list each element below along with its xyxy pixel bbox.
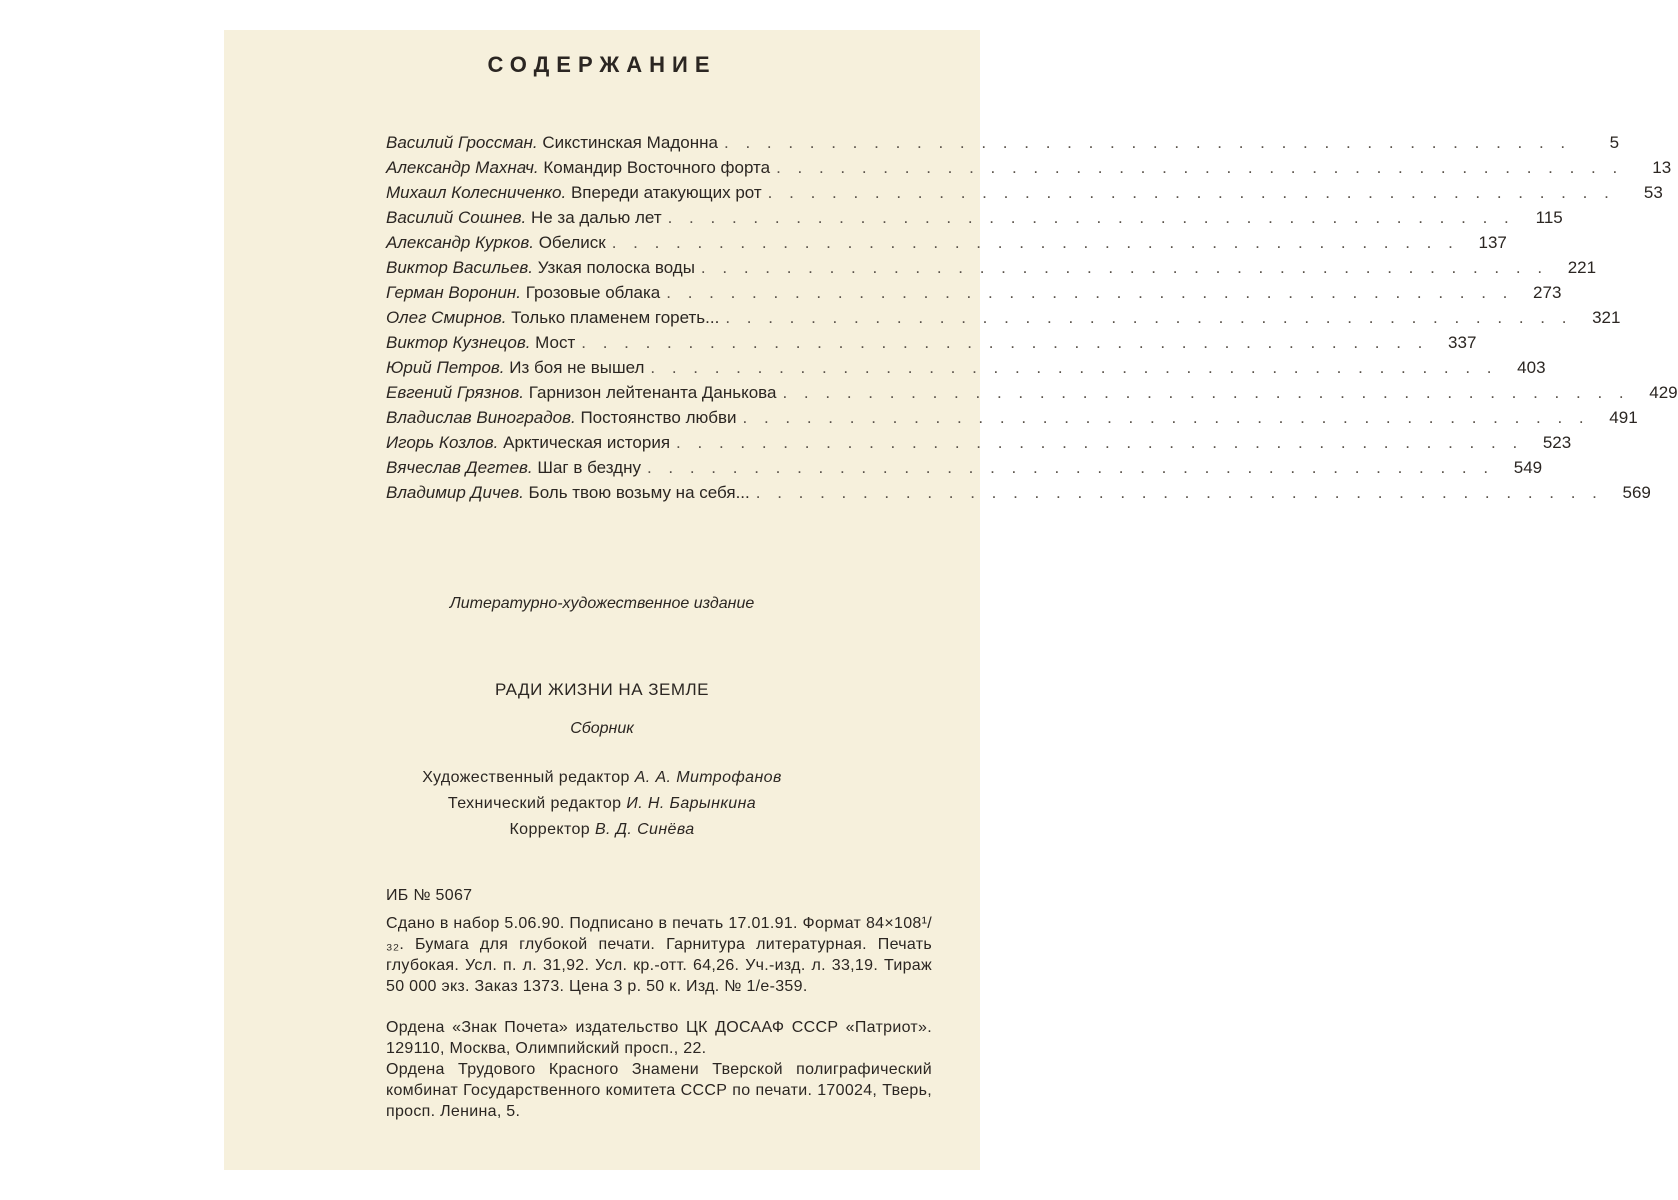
- toc-page-number: 221: [1567, 258, 1597, 277]
- toc-page-number: 569: [1622, 483, 1651, 502]
- toc-title: Арктическая история: [503, 433, 671, 452]
- toc-entry: Александр Курков. Обелиск . . . . . . . . . . . . . . . . . . . . . . . . . . . . . . . . . . . . . . . . 137: [386, 230, 932, 255]
- toc-entry: Василий Сошнев. Не за далью лет . . . . . . . . . . . . . . . . . . . . . . . . . . . . . . . . . . . . . . . . 115: [386, 205, 932, 230]
- toc-title: Гарнизон лейтенанта Данькова: [528, 383, 777, 402]
- toc-title: Сикстинская Мадонна: [542, 133, 718, 152]
- toc-entry: Владимир Дичев. Боль твою возьму на себя... . . . . . . . . . . . . . . . . . . . . . . . . . . . . . . . . . . . . . . . . 569: [386, 480, 932, 505]
- edition-kind: Литературно-художественное издание: [449, 595, 755, 612]
- toc-page-number: 273: [1533, 283, 1562, 302]
- toc-author: Владислав Виноградов.: [386, 408, 576, 427]
- ib-number: ИБ № 5067: [386, 887, 473, 904]
- toc-entry: Вячеслав Дегтев. Шаг в бездну . . . . . . . . . . . . . . . . . . . . . . . . . . . . . . . . . . . . . . . . 549: [386, 455, 932, 480]
- publisher-info: Ордена «Знак Почета» издательство ЦК ДОСААФ СССР «Патриот». 129110, Москва, Олимпийский просп., 22.: [386, 1019, 932, 1057]
- printer-info: Ордена Трудового Красного Знамени Тверской полиграфический комбинат Государственного комитета СССР по печати. 170024, Тверь, просп. Ленина, 5.: [386, 1061, 932, 1120]
- toc-title: Постоянство любви: [580, 408, 737, 427]
- toc-page-number: 5: [1609, 133, 1620, 152]
- toc-title: Впереди атакующих рот: [570, 183, 762, 202]
- toc-author: Михаил Колесниченко.: [386, 183, 567, 202]
- credit-name: И. Н. Барынкина: [626, 795, 757, 812]
- toc-author: Виктор Кузнецов.: [386, 333, 531, 352]
- toc-page-number: 403: [1517, 358, 1546, 377]
- imprint: [386, 885, 932, 1122]
- credits: [224, 765, 980, 843]
- credit-role: Технический редактор: [447, 795, 622, 812]
- toc-entry: Герман Воронин. Грозовые облака . . . . . . . . . . . . . . . . . . . . . . . . . . . . . . . . . . . . . . . . 273: [386, 280, 932, 305]
- toc-page-number: 321: [1592, 308, 1621, 327]
- contents-heading: СОДЕРЖАНИЕ: [487, 52, 717, 77]
- toc-title: Боль твою возьму на себя...: [528, 483, 750, 502]
- toc-page-number: 115: [1535, 208, 1563, 227]
- toc-entry: Александр Махнач. Командир Восточного форта . . . . . . . . . . . . . . . . . . . . . . . . . . . . . . . . . . . . . . . . 13: [386, 155, 932, 180]
- toc-entry: Михаил Колесниченко. Впереди атакующих рот . . . . . . . . . . . . . . . . . . . . . . . . . . . . . . . . . . . . . . . . 53: [386, 180, 932, 205]
- toc-author: Евгений Грязнов.: [386, 383, 525, 402]
- toc-title: Грозовые облака: [525, 283, 661, 302]
- toc-title: Только пламенем гореть...: [511, 308, 720, 327]
- credit-role: Художественный редактор: [422, 769, 630, 786]
- toc-page-number: 491: [1609, 408, 1638, 427]
- table-of-contents: [386, 130, 1678, 505]
- toc-author: Владимир Дичев.: [386, 483, 524, 502]
- book-subtitle: Сборник: [570, 720, 634, 737]
- book-title: РАДИ ЖИЗНИ НА ЗЕМЛЕ: [494, 680, 710, 699]
- toc-page-number: 337: [1448, 333, 1477, 352]
- credit-line: [224, 817, 980, 843]
- credit-name: А. А. Митрофанов: [634, 769, 782, 786]
- credit-line: [224, 765, 980, 791]
- credit-name: В. Д. Синёва: [594, 821, 695, 838]
- toc-author: Василий Сошнев.: [386, 208, 527, 227]
- toc-author: Александр Махнач.: [386, 158, 539, 177]
- credit-line: [224, 791, 980, 817]
- toc-author: Вячеслав Дегтев.: [386, 458, 533, 477]
- production-details: Сдано в набор 5.06.90. Подписано в печать 17.01.91. Формат 84×108¹/₃₂. Бумага для глубокой печати. Гарнитура литературная. Печать глубокая. Усл. п. л. 31,92. Усл. кр.-отт. 64,26. Уч.-изд. л. 33,19. Тираж 50 000 экз. Заказ 1373. Цена 3 р. 50 к. Изд. № 1/е-359.: [386, 915, 932, 995]
- toc-title: Не за далью лет: [530, 208, 662, 227]
- toc-entry: Владислав Виноградов. Постоянство любви . . . . . . . . . . . . . . . . . . . . . . . . . . . . . . . . . . . . . . . . 491: [386, 405, 932, 430]
- credit-role: Корректор: [509, 821, 591, 838]
- toc-author: Герман Воронин.: [386, 283, 521, 302]
- toc-title: Из боя не вышел: [509, 358, 645, 377]
- toc-author: Василий Гроссман.: [386, 133, 538, 152]
- toc-entry: Юрий Петров. Из боя не вышел . . . . . . . . . . . . . . . . . . . . . . . . . . . . . . . . . . . . . . . . 403: [386, 355, 932, 380]
- toc-author: Виктор Васильев.: [386, 258, 533, 277]
- toc-title: Шаг в бездну: [537, 458, 641, 477]
- toc-author: Александр Курков.: [386, 233, 534, 252]
- toc-title: Командир Восточного форта: [543, 158, 771, 177]
- toc-entry: Виктор Васильев. Узкая полоска воды . . . . . . . . . . . . . . . . . . . . . . . . . . . . . . . . . . . . . . . . 221: [386, 255, 932, 280]
- toc-author: Игорь Козлов.: [386, 433, 499, 452]
- toc-author: Юрий Петров.: [386, 358, 505, 377]
- toc-title: Узкая полоска воды: [537, 258, 695, 277]
- toc-entry: Виктор Кузнецов. Мост . . . . . . . . . . . . . . . . . . . . . . . . . . . . . . . . . . . . . . . . 337: [386, 330, 932, 355]
- toc-entry: Василий Гроссман. Сикстинская Мадонна . . . . . . . . . . . . . . . . . . . . . . . . . . . . . . . . . . . . . . . . 5: [386, 130, 932, 155]
- toc-page-number: 549: [1513, 458, 1543, 477]
- toc-entry: Евгений Грязнов. Гарнизон лейтенанта Данькова . . . . . . . . . . . . . . . . . . . . . . . . . . . . . . . . . . . . . . . . 429: [386, 380, 932, 405]
- toc-entry: Игорь Козлов. Арктическая история . . . . . . . . . . . . . . . . . . . . . . . . . . . . . . . . . . . . . . . . 523: [386, 430, 932, 455]
- toc-page-number: 523: [1542, 433, 1572, 452]
- toc-title: Мост: [535, 333, 576, 352]
- toc-page-number: 13: [1652, 158, 1672, 177]
- toc-page-number: 429: [1649, 383, 1678, 402]
- book-page: [224, 30, 1678, 1170]
- toc-page-number: 137: [1478, 233, 1507, 252]
- toc-entry: Олег Смирнов. Только пламенем гореть... . . . . . . . . . . . . . . . . . . . . . . . . . . . . . . . . . . . . . . . . 321: [386, 305, 932, 330]
- toc-title: Обелиск: [538, 233, 606, 252]
- toc-author: Олег Смирнов.: [386, 308, 507, 327]
- toc-page-number: 53: [1643, 183, 1663, 202]
